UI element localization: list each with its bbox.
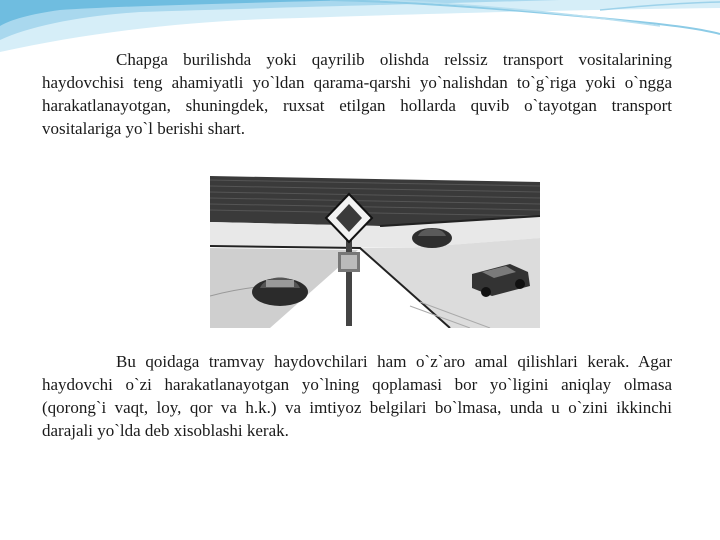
paragraph-2: Bu qoidaga tramvay haydovchilari ham o`z`aro amal qilishlari kerak. Agar haydovchi o`zi harakatlanayotgan yo`lning qoplamasi bor yo`ligini aniqlay olmasa (qorong`i vaqt, loy, qor va h.k.) va imtiyoz belgilari bo`lmasa, unda u o`zini ikkinchi darajali yo`lda deb xisoblashi kerak.	[42, 352, 672, 440]
road-intersection-illustration-icon	[210, 176, 540, 328]
paragraph-1: Chapga burilishda yoki qayrilib olishda relssiz transport vositalarining haydovchisi teng ahamiyatli yo`ldan qarama-qarshi yo`nalishdan to`g`riga yoki o`ngga harakatlanayotgan, shuningdek, ruxsat etilgan hollarda quvib o`tayotgan transport vositalariga yo`l berishi shart.	[42, 50, 672, 138]
